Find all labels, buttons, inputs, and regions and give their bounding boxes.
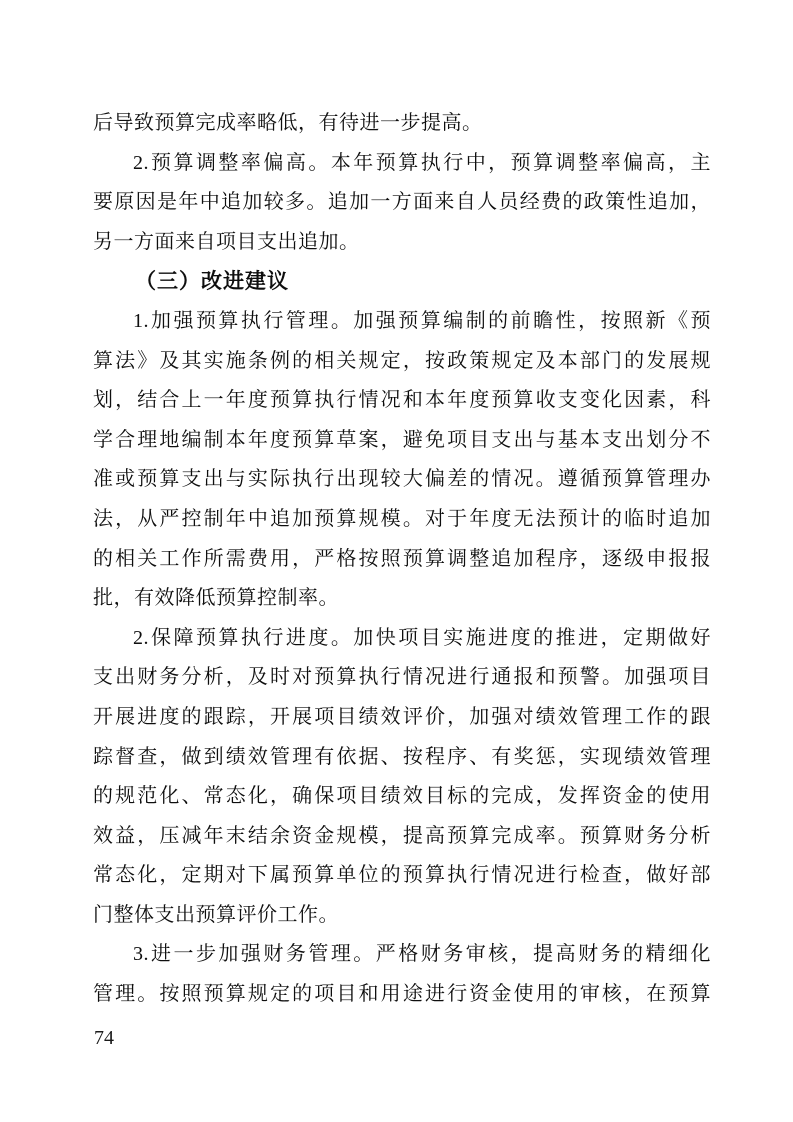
- paragraph: [93, 104, 711, 144]
- text-line: 常态化，定期对下属预算单位的预算执行情况进行检查，做好部: [93, 864, 711, 887]
- text-line: 的相关工作所需费用，严格按照预算调整追加程序，逐级申报报: [93, 547, 711, 570]
- text-line: 2.预算调整率偏高。本年预算执行中，预算调整率偏高，主: [133, 151, 711, 174]
- text-line: 效益，压减年末结余资金规模，提高预算完成率。预算财务分析: [93, 824, 711, 847]
- text-line: 1.加强预算执行管理。加强预算编制的前瞻性，按照新《预: [133, 309, 711, 332]
- paragraph: [93, 144, 711, 263]
- text-line: 学合理地编制本年度预算草案，避免项目支出与基本支出划分不: [93, 428, 711, 451]
- text-line: 算法》及其实施条例的相关规定，按政策规定及本部门的发展规: [93, 349, 711, 372]
- text-line: 2.保障预算执行进度。加快项目实施进度的推进，定期做好: [133, 626, 711, 649]
- paragraph: [93, 935, 711, 1014]
- section-heading: [93, 262, 711, 302]
- text-line: （三）改进建议: [135, 269, 289, 294]
- paragraph: [93, 619, 711, 936]
- text-line: 法，从严控制年中追加预算规模。对于年度无法预计的临时追加: [93, 507, 711, 530]
- text-line: 开展进度的跟踪，开展项目绩效评价，加强对绩效管理工作的跟: [93, 705, 711, 728]
- text-line: 要原因是年中追加较多。追加一方面来自人员经费的政策性追加，: [93, 191, 711, 214]
- page-number: 74: [94, 1027, 114, 1049]
- text-line: 准或预算支出与实际执行出现较大偏差的情况。遵循预算管理办: [93, 468, 711, 491]
- text-line: 管理。按照预算规定的项目和用途进行资金使用的审核，在预算: [93, 983, 711, 1006]
- text-line: 后导致预算完成率略低，有待进一步提高。: [93, 112, 483, 134]
- text-line: 门整体支出预算评价工作。: [93, 903, 339, 926]
- text-line: 3.进一步加强财务管理。严格财务审核，提高财务的精细化: [133, 943, 711, 966]
- paragraph: [93, 302, 711, 619]
- text-line: 另一方面来自项目支出追加。: [93, 230, 360, 253]
- text-line: 的规范化、常态化，确保项目绩效目标的完成，发挥资金的使用: [93, 785, 711, 808]
- document-body: [93, 104, 711, 1015]
- text-line: 支出财务分析，及时对预算执行情况进行通报和预警。加强项目: [93, 666, 711, 689]
- text-line: 划，结合上一年度预算执行情况和本年度预算收支变化因素，科: [93, 389, 711, 412]
- text-line: 批，有效降低预算控制率。: [93, 587, 339, 610]
- text-line: 踪督查，做到绩效管理有依据、按程序、有奖惩，实现绩效管理: [93, 745, 711, 768]
